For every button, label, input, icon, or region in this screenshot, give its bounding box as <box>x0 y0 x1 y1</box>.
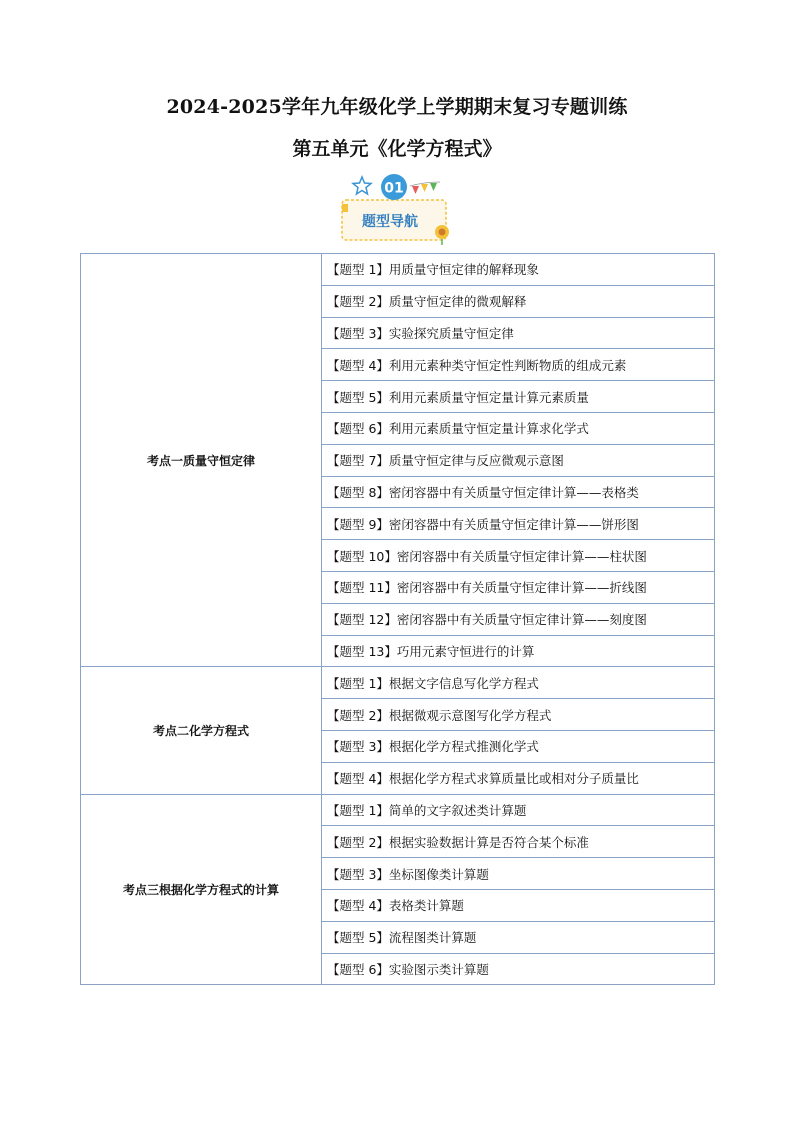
question-type-table <box>80 253 715 985</box>
table-row <box>81 794 715 826</box>
question-type-navigation-badge <box>332 172 456 246</box>
exam-point-heading: 考点一质量守恒定律 <box>81 254 322 667</box>
question-type-item: 【题型 6】实验图示类计算题 <box>322 953 715 985</box>
question-type-item: 【题型 5】利用元素质量守恒定量计算元素质量 <box>322 381 715 413</box>
question-type-item: 【题型 2】根据微观示意图写化学方程式 <box>322 699 715 731</box>
question-type-item: 【题型 3】实验探究质量守恒定律 <box>322 317 715 349</box>
page-title: 2024-2025学年九年级化学上学期期末复习专题训练 <box>166 96 628 118</box>
question-type-item: 【题型 9】密闭容器中有关质量守恒定律计算——饼形图 <box>322 508 715 540</box>
question-type-item: 【题型 3】根据化学方程式推测化学式 <box>322 730 715 762</box>
badge-number: 01 <box>384 180 404 197</box>
question-type-item: 【题型 3】坐标图像类计算题 <box>322 858 715 890</box>
question-type-item: 【题型 4】利用元素种类守恒定性判断物质的组成元素 <box>322 349 715 381</box>
question-type-item: 【题型 2】根据实验数据计算是否符合某个标准 <box>322 826 715 858</box>
question-type-item: 【题型 13】巧用元素守恒进行的计算 <box>322 635 715 667</box>
question-type-item: 【题型 6】利用元素质量守恒定量计算求化学式 <box>322 412 715 444</box>
question-type-item: 【题型 1】简单的文字叙述类计算题 <box>322 794 715 826</box>
unit-subtitle: 第五单元《化学方程式》 <box>292 138 502 160</box>
question-type-item: 【题型 11】密闭容器中有关质量守恒定律计算——折线图 <box>322 571 715 603</box>
question-type-item: 【题型 4】表格类计算题 <box>322 889 715 921</box>
question-type-item: 【题型 8】密闭容器中有关质量守恒定律计算——表格类 <box>322 476 715 508</box>
exam-point-heading: 考点二化学方程式 <box>81 667 322 794</box>
question-type-item: 【题型 4】根据化学方程式求算质量比或相对分子质量比 <box>322 762 715 794</box>
table-row <box>81 667 715 699</box>
question-type-item: 【题型 1】根据文字信息写化学方程式 <box>322 667 715 699</box>
table-row <box>81 254 715 286</box>
question-type-item: 【题型 7】质量守恒定律与反应微观示意图 <box>322 444 715 476</box>
sunflower-icon <box>435 225 449 245</box>
badge-label: 题型导航 <box>362 214 418 230</box>
question-type-item: 【题型 10】密闭容器中有关质量守恒定律计算——柱状图 <box>322 540 715 572</box>
question-type-item: 【题型 1】用质量守恒定律的解释现象 <box>322 254 715 286</box>
question-type-item: 【题型 2】质量守恒定律的微观解释 <box>322 285 715 317</box>
question-type-item: 【题型 5】流程图类计算题 <box>322 921 715 953</box>
bunting-icon <box>410 182 440 194</box>
star-icon <box>353 177 371 194</box>
exam-point-heading: 考点三根据化学方程式的计算 <box>81 794 322 985</box>
question-type-item: 【题型 12】密闭容器中有关质量守恒定律计算——刻度图 <box>322 603 715 635</box>
